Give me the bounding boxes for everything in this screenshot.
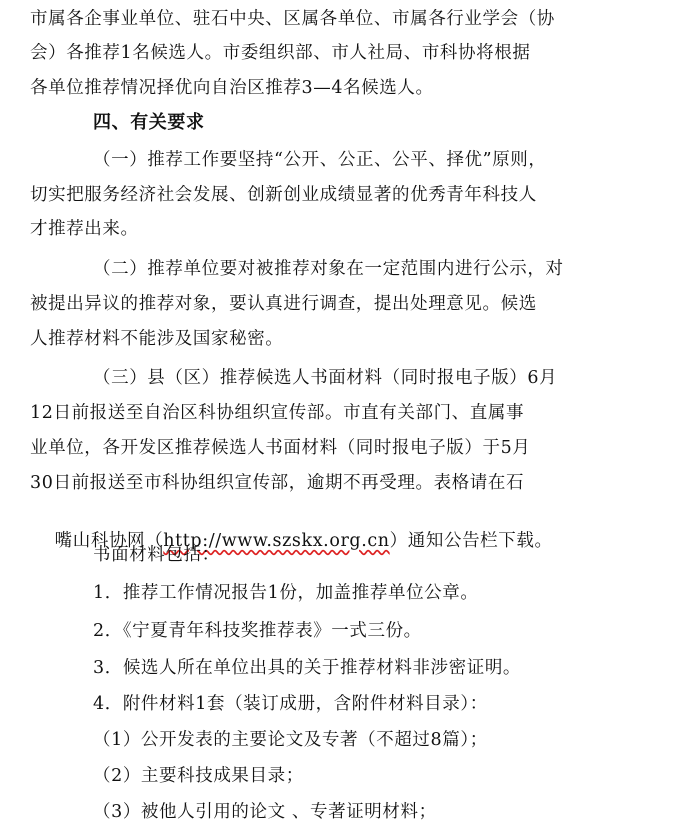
paragraph-line: 30日前报送至市科协组织宣传部，逾期不再受理。表格请在石: [30, 473, 525, 493]
paragraph-line: 12日前报送至自治区科协组织宣传部。市直有关部门、直属事: [30, 403, 525, 423]
paragraph-line: 市属各企事业单位、驻石中央、区属各单位、市属各行业学会（协: [30, 9, 555, 29]
website-link[interactable]: http://www.szskx.org.cn: [163, 531, 390, 551]
link-prefix: 嘴山科协网（: [54, 531, 164, 551]
sub-list-item: （2）主要科技成果目录；: [93, 766, 304, 786]
paragraph-line: 书面材料包括：: [93, 545, 220, 565]
paragraph-line: 切实把服务经济社会发展、创新创业成绩显著的优秀青年科技人: [30, 185, 537, 205]
paragraph-line: 会）各推荐1名候选人。市委组织部、市人社局、市科协将根据: [30, 43, 531, 63]
paragraph-line: 被提出异议的推荐对象，要认真进行调查，提出处理意见。候选: [30, 294, 537, 314]
paragraph-line: 各单位推荐情况择优向自治区推荐3—4名候选人。: [30, 78, 434, 98]
list-item: 2．《宁夏青年科技奖推荐表》一式三份。: [93, 621, 422, 641]
sub-list-item: （3）被他人引用的论文 、专著证明材料；: [93, 802, 437, 822]
paragraph-line: 人推荐材料不能涉及国家秘密。: [30, 329, 284, 349]
paragraph-line: 才推荐出来。: [30, 219, 139, 239]
paragraph-line: （一）推荐工作要坚持“公开、公正、公平、择优”原则，: [93, 150, 547, 170]
paragraph-line: （三）县（区）推荐候选人书面材料（同时报电子版）6月: [93, 368, 558, 388]
paragraph-line: 业单位，各开发区推荐候选人书面材料（同时报电子版）于5月: [30, 438, 531, 458]
list-item: 4．附件材料1套（装订成册，含附件材料目录）：: [93, 694, 488, 714]
list-item: 1．推荐工作情况报告1份，加盖推荐单位公章。: [93, 583, 479, 603]
list-item: 3．候选人所在单位出具的关于推荐材料非涉密证明。: [93, 658, 522, 678]
sub-list-item: （1）公开发表的主要论文及专著（不超过8篇）；: [93, 730, 488, 750]
link-suffix: ）通知公告栏下载。: [389, 531, 553, 551]
paragraph-line: （二）推荐单位要对被推荐对象在一定范围内进行公示，对: [93, 259, 564, 279]
section-heading: 四、有关要求: [93, 112, 205, 133]
